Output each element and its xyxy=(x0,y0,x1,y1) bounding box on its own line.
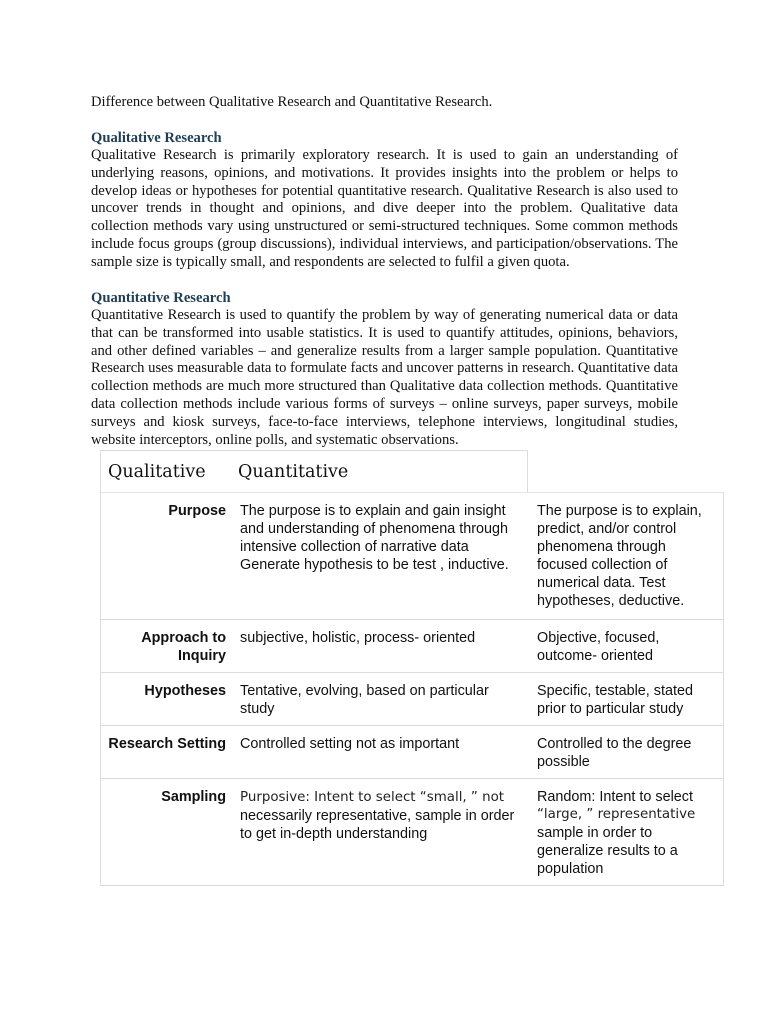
quantitative-cell: Specific, testable, stated prior to particular study xyxy=(537,683,693,717)
row-label: Purpose xyxy=(168,503,226,519)
table-row-purpose xyxy=(101,493,723,620)
sampling-quant-part1: Random: Intent to select xyxy=(537,789,693,805)
quantitative-cell: The purpose is to explain, predict, and/or control phenomena through focused collection of numerical data. Test hypotheses, deductive. xyxy=(537,503,702,609)
table-row-hypotheses xyxy=(101,673,723,726)
table-row-approach xyxy=(101,620,723,673)
qualitative-cell: The purpose is to explain and gain insight and understanding of phenomena through intensive collection of narrative data Generate hypothesis to be test , inductive. xyxy=(240,503,509,573)
qualitative-cell xyxy=(240,788,523,843)
sampling-quant-part2: “large, ” representative xyxy=(537,807,696,822)
qualitative-heading: Qualitative Research xyxy=(91,130,222,146)
row-label: Hypotheses xyxy=(144,683,226,699)
qualitative-cell: subjective, holistic, process- oriented xyxy=(240,630,476,646)
quantitative-cell: Controlled to the degree possible xyxy=(537,736,692,770)
qualitative-cell: Controlled setting not as important xyxy=(240,736,460,752)
comparison-table xyxy=(100,450,722,884)
qualitative-paragraph: Qualitative Research is primarily exploratory research. It is used to gain an understanding of underlying reasons, opinions, and motivations. It provides insights into the problem or helps to develop ideas or hypotheses for potential quantitative research. Qualitative Research is also used to uncover trends in thought and opinions, and dive deeper into the problem. Qualitative data collection methods vary using unstructured or semi-structured techniques. Some common methods include focus groups (group discussions), individual interviews, and participation/observations. The sample size is typically small, and respondents are selected to fulfil a given quota. xyxy=(91,147,678,270)
sampling-quant-part3: sample in order to generalize results to a population xyxy=(537,825,678,877)
intro-line: Difference between Qualitative Research and Quantitative Research. xyxy=(91,94,493,110)
quantitative-cell: Objective, focused, outcome- oriented xyxy=(537,630,660,664)
row-label: Research Setting xyxy=(108,736,226,752)
quantitative-heading: Quantitative Research xyxy=(91,290,231,306)
table-header xyxy=(100,450,528,493)
sampling-qual-part2: necessarily representative, sample in order to get in-depth understanding xyxy=(240,808,515,842)
header-quantitative: Quantitative xyxy=(238,462,349,482)
row-label: Approach to Inquiry xyxy=(141,630,226,664)
row-label: Sampling xyxy=(161,789,226,805)
quantitative-cell xyxy=(537,788,719,878)
qualitative-cell: Tentative, evolving, based on particular study xyxy=(240,683,489,717)
sampling-qual-part1: Purposive: Intent to select “small, ” not xyxy=(240,790,505,805)
header-qualitative: Qualitative xyxy=(108,462,206,482)
table-body xyxy=(100,492,724,886)
table-row-setting xyxy=(101,726,723,779)
table-row-sampling xyxy=(101,779,723,885)
quantitative-paragraph: Quantitative Research is used to quantify the problem by way of generating numerical data or data that can be transformed into usable statistics. It is used to quantify attitudes, opinions, behaviors, and other defined variables – and generalize results from a larger sample population. Quantitative Research uses measurable data to formulate facts and uncover patterns in research. Quantitative data collection methods are much more structured than Qualitative data collection methods. Quantitative data collection methods include various forms of surveys – online surveys, paper surveys, mobile surveys and kiosk surveys, face-to-face interviews, telephone interviews, longitudinal studies, website interceptors, online polls, and systematic observations. xyxy=(91,307,678,448)
